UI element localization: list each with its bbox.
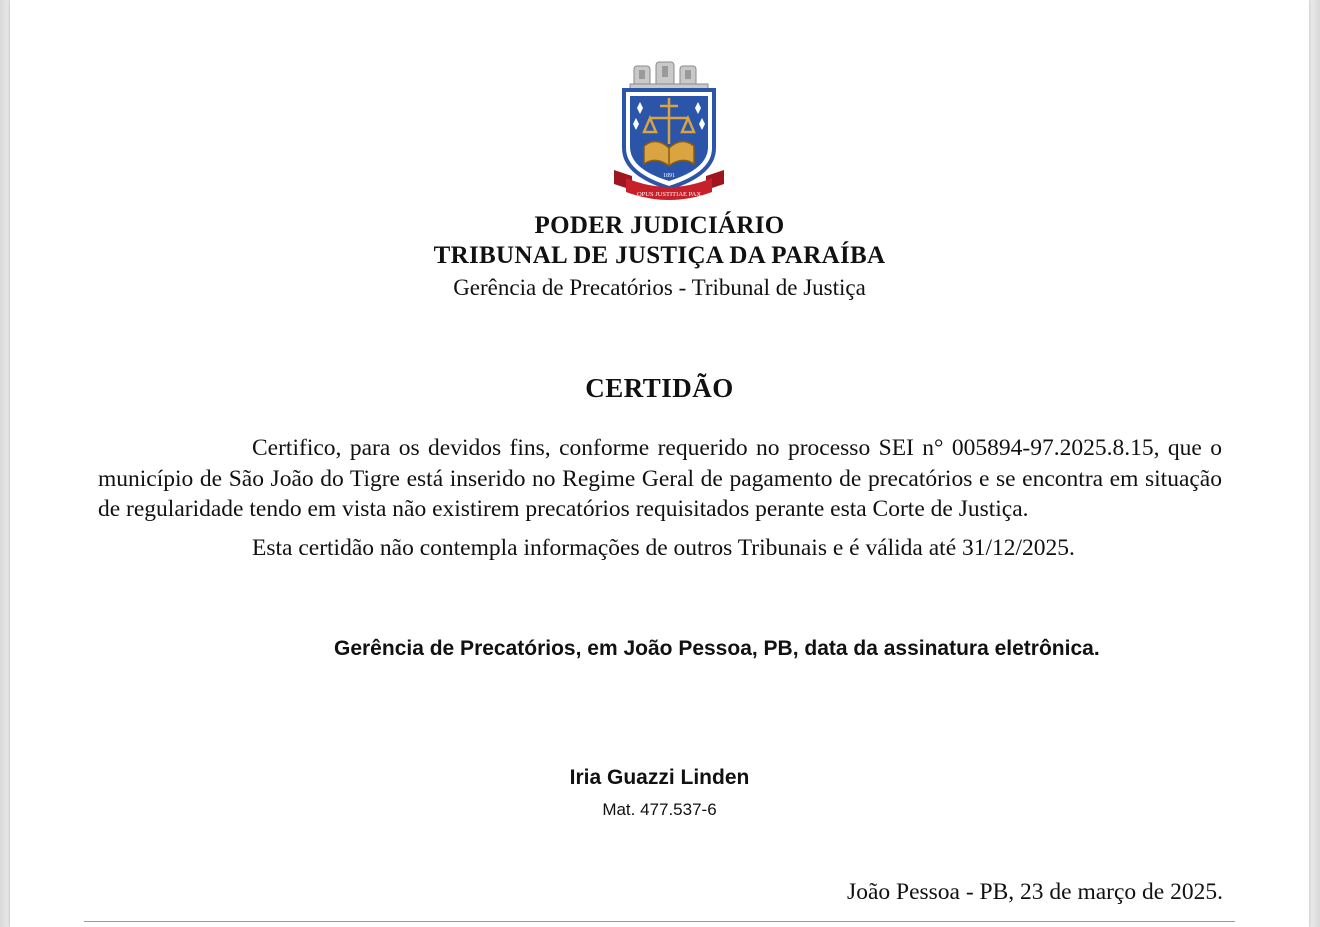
certificate-paragraph: Certifico, para os devidos fins, conforme requerido no processo SEI n° 005894-97.2025.8.15, que o município de São João do Tigre está inserido no Regime Geral de pagamento de precatórios e se encontra em situação de regularidade tendo em vista não existirem precatórios requisitados perante esta Corte de Justiça. [98,435,1222,522]
signatory-name: Iria Guazzi Linden [569,766,750,789]
document-date: João Pessoa - PB, 23 de março de 2025. [847,879,1223,905]
footer-divider [84,921,1235,922]
header-court-name: TRIBUNAL DE JUSTIÇA DA PARAÍBA [433,242,886,269]
document-page [10,0,1309,927]
validity-paragraph: Esta certidão não contempla informações de outros Tribunais e é válida até 31/12/2025. [252,534,1075,561]
signatory-registration: Mat. 477.537-6 [602,800,717,819]
header-court-branch: PODER JUDICIÁRIO [534,212,785,239]
issuance-place-line: Gerência de Precatórios, em João Pessoa, PB, data da assinatura eletrônica. [334,637,1100,660]
header-department: Gerência de Precatórios - Tribunal de Justiça [453,275,866,300]
svg-text:1891: 1891 [663,173,675,179]
document-body [98,433,1222,563]
tjpb-coat-of-arms-icon [610,56,728,206]
document-title: CERTIDÃO [585,373,734,403]
svg-text:OPUS JUSTITIAE PAX: OPUS JUSTITIAE PAX [636,191,702,198]
